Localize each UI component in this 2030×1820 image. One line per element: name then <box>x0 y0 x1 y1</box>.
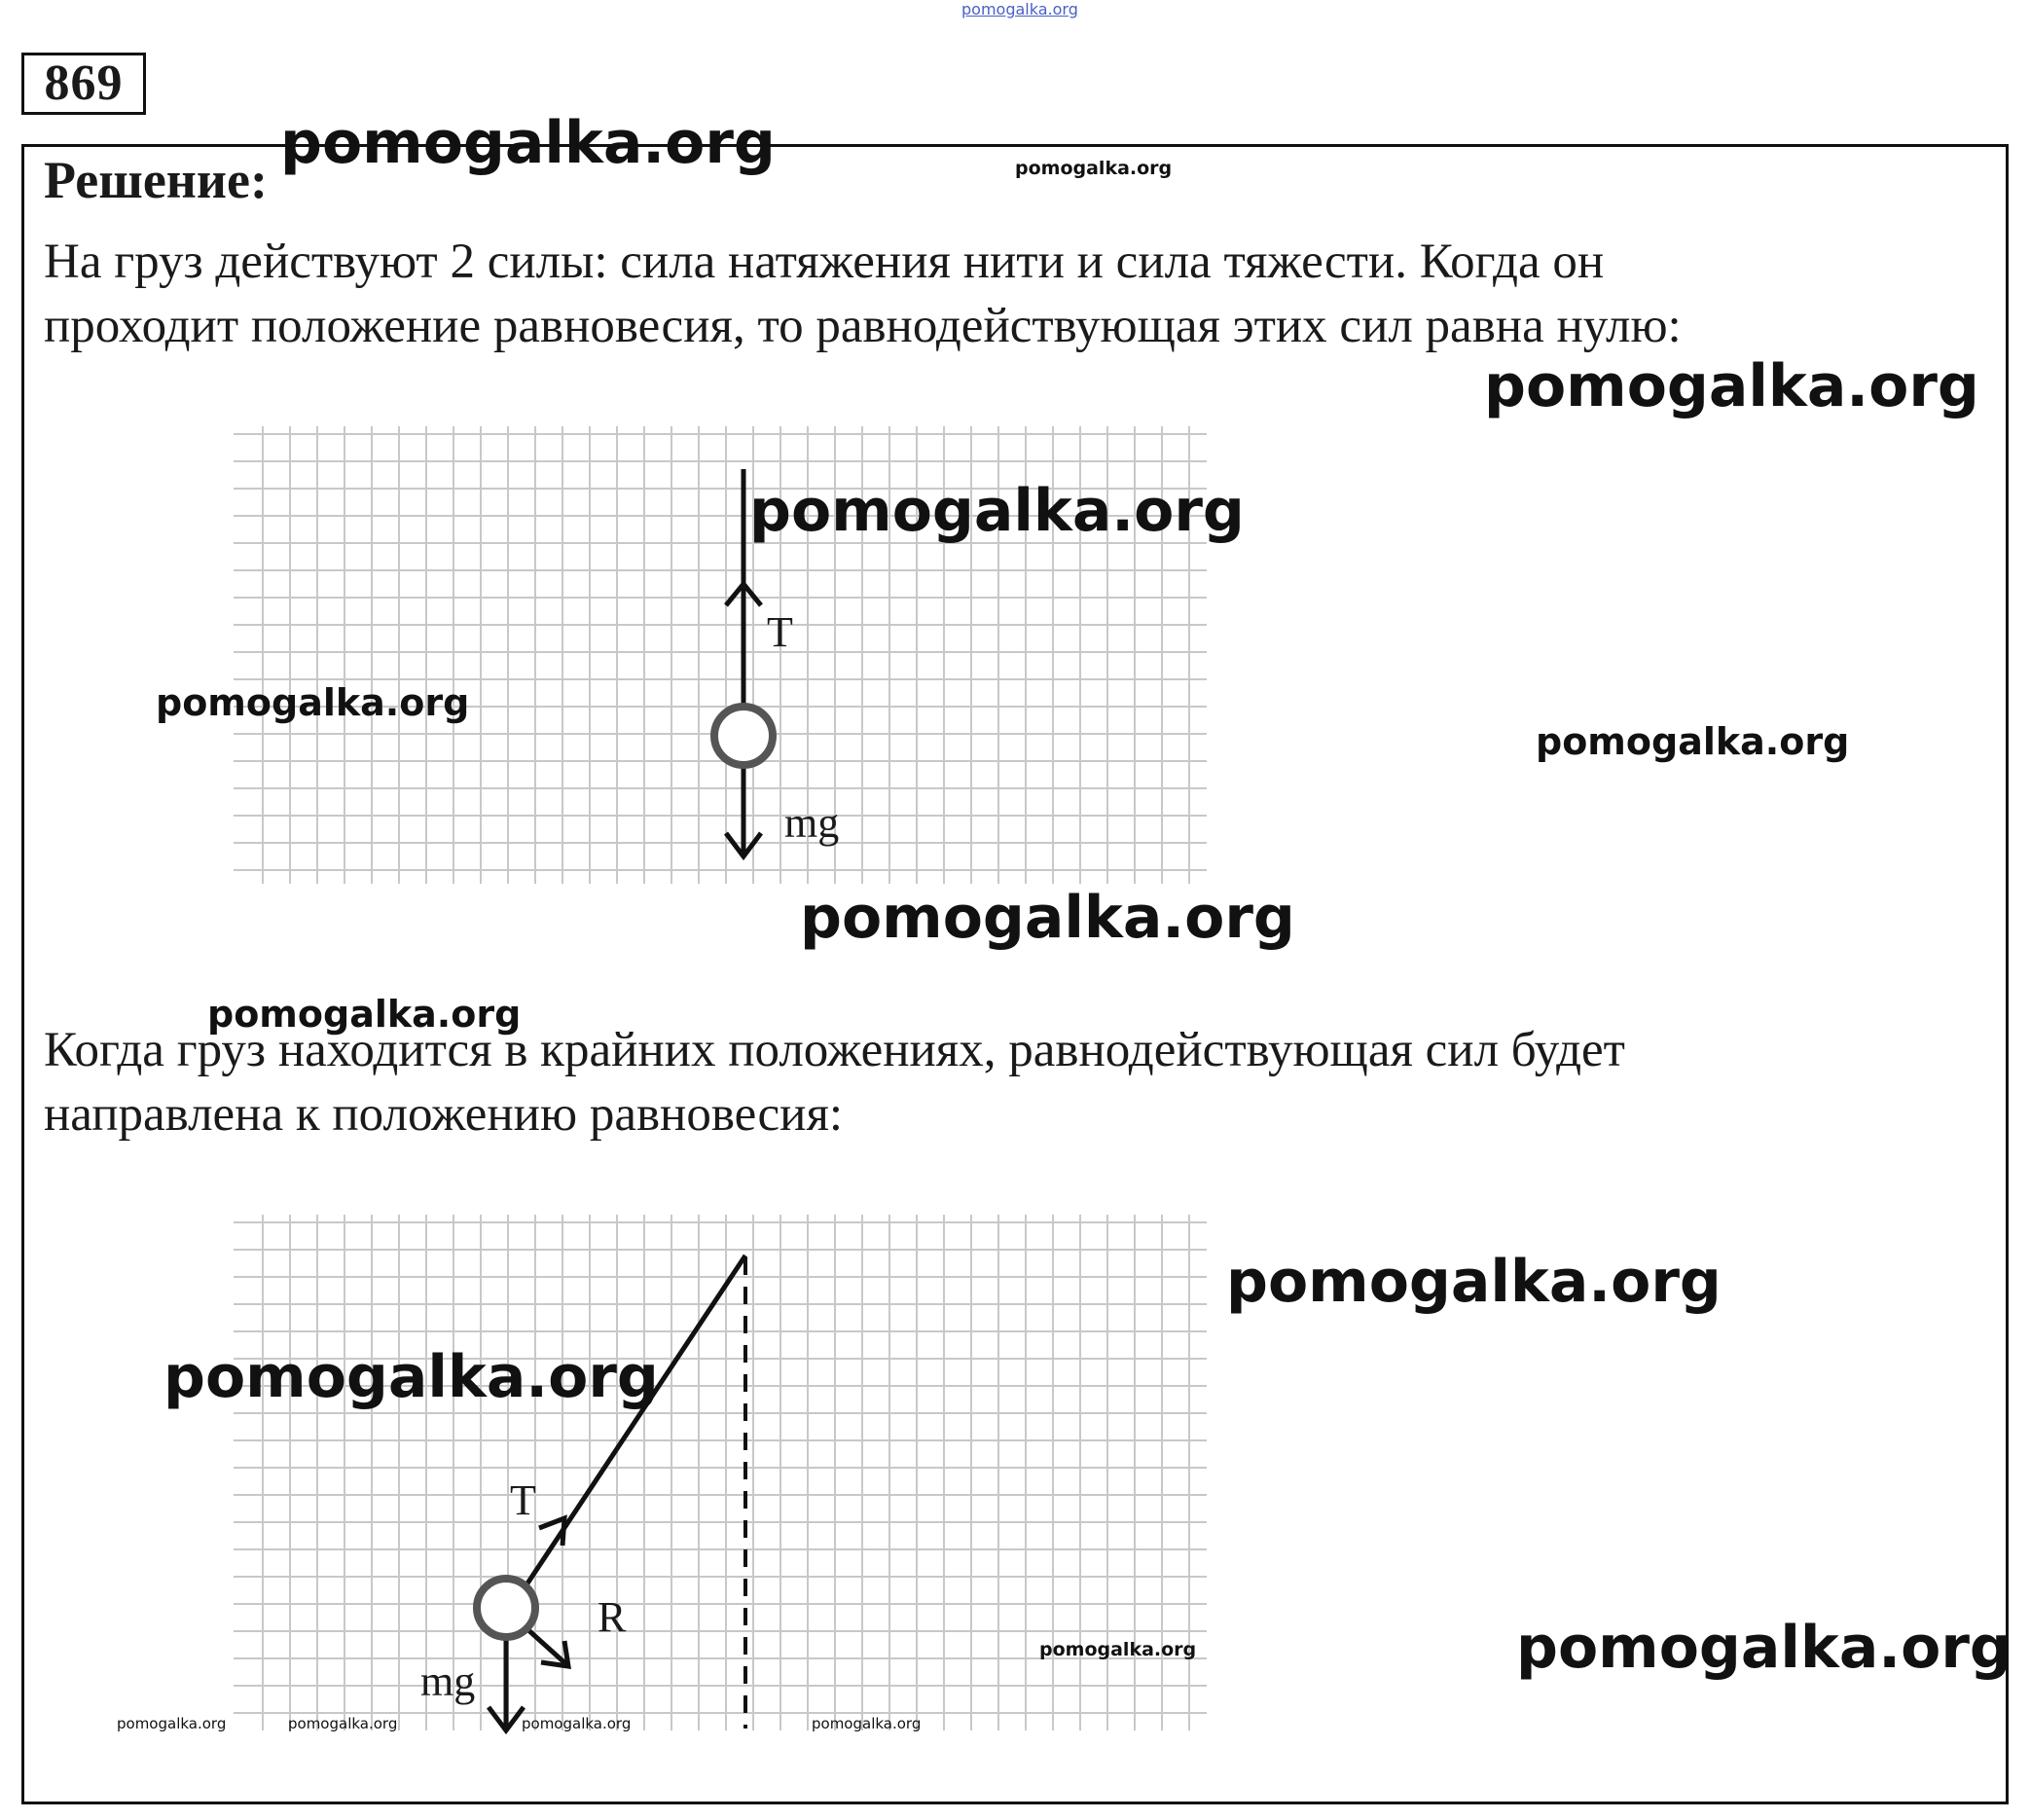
watermark: pomogalka.org <box>288 1715 398 1732</box>
label-tension: T <box>510 1476 536 1524</box>
watermark: pomogalka.org <box>800 884 1295 952</box>
watermark: pomogalka.org <box>1226 1248 1722 1316</box>
label-gravity: mg <box>784 799 840 847</box>
watermark: pomogalka.org <box>163 1343 659 1411</box>
watermark: pomogalka.org <box>280 109 776 177</box>
paragraph-2-line-1: Когда груз находится в крайних положениях, равнодействующая сил будет <box>44 1023 1625 1077</box>
thread <box>510 1256 745 1610</box>
watermark: pomogalka.org <box>1015 158 1173 179</box>
watermark: pomogalka.org <box>749 477 1245 545</box>
watermark: pomogalka.org <box>1484 352 1979 420</box>
watermark: pomogalka.org <box>1039 1639 1197 1660</box>
watermark: pomogalka.org <box>1516 1614 2012 1682</box>
label-tension: T <box>767 608 793 656</box>
label-resultant: R <box>598 1593 627 1641</box>
label-gravity: mg <box>420 1657 476 1705</box>
paragraph-1-line-1: На груз действуют 2 силы: сила натяжения нити и сила тяжести. Когда он <box>44 235 1605 289</box>
problem-number: 869 <box>21 53 146 115</box>
watermark: pomogalka.org <box>117 1715 227 1732</box>
watermark: pomogalka.org <box>207 993 522 1036</box>
diagram-extreme <box>234 1215 1226 1740</box>
paragraph-1-line-2: проходит положение равновесия, то равнодействующая этих сил равна нулю: <box>44 299 1682 353</box>
watermark-top-link[interactable]: pomogalka.org <box>961 0 1078 18</box>
bob <box>714 707 773 765</box>
solution-heading: Решение: <box>44 151 268 209</box>
watermark: pomogalka.org <box>522 1715 632 1732</box>
watermark: pomogalka.org <box>812 1715 922 1732</box>
bob <box>477 1579 535 1637</box>
watermark: pomogalka.org <box>156 681 470 724</box>
paragraph-2-line-2: направлена к положению равновесия: <box>44 1087 844 1142</box>
watermark: pomogalka.org <box>1536 720 1850 763</box>
